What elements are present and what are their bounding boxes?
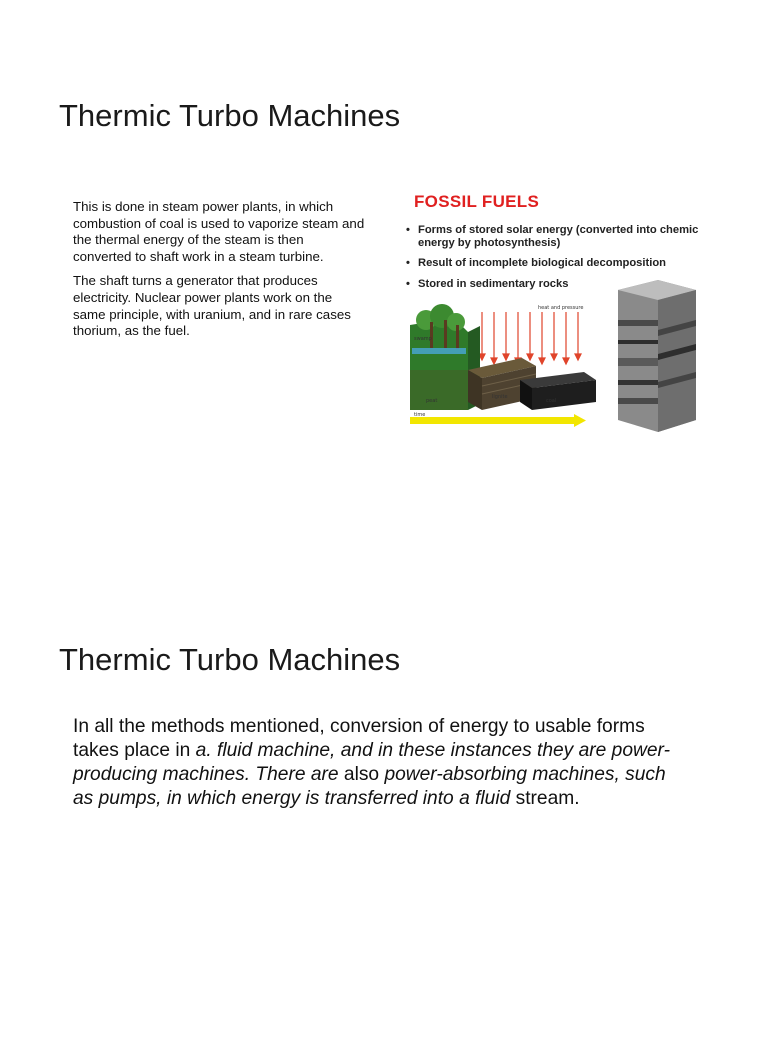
- figure-bullet: • Stored in sedimentary rocks: [406, 278, 720, 291]
- slide-title: Thermic Turbo Machines: [59, 642, 401, 677]
- figure-title: FOSSIL FUELS: [414, 192, 540, 211]
- body-line: as pumps, in which energy is transferred into a fluid stream.: [73, 788, 580, 809]
- slide-2: [0, 530, 768, 1042]
- paragraph-generator: The shaft turns a generator that produces electricity. Nuclear power plants work on the same principle, with uranium, and in rare cases thorium, as the fuel.: [73, 273, 351, 339]
- figure-bullet: • Forms of stored solar energy (converted into chemic energy by photosynthesis): [406, 224, 720, 250]
- label-peat: peat: [426, 398, 438, 404]
- body-line: In all the methods mentioned, conversion of energy to usable forms: [73, 716, 645, 737]
- slide-title: Thermic Turbo Machines: [59, 98, 401, 133]
- body-line: takes place in a. fluid machine, and in these instances they are power-: [73, 740, 670, 761]
- slide-1: [0, 0, 768, 512]
- slide-body-text: [73, 715, 713, 811]
- time-arrow: [410, 414, 586, 427]
- body-line: producing machines. There are also power-absorbing machines, such: [73, 764, 666, 785]
- sedimentary-rock-column: [618, 280, 696, 432]
- paragraph-steam-plants: This is done in steam power plants, in which combustion of coal is used to vaporize steam and the thermal energy of the steam is then converted to shaft work in a steam turbine.: [73, 199, 365, 264]
- label-swamp: swamp: [414, 336, 432, 342]
- figure-bullet-list: [406, 224, 720, 298]
- heat-pressure-arrows: [479, 312, 581, 364]
- fossil-fuels-figure: [396, 170, 720, 440]
- label-lignite: lignite: [492, 394, 508, 400]
- label-heat-pressure: heat and pressure: [538, 305, 584, 311]
- figure-bullet: • Result of incomplete biological decomposition: [406, 257, 720, 270]
- label-coal: coal: [546, 398, 557, 404]
- slide-body-text: [73, 199, 365, 348]
- label-time: time: [414, 412, 426, 418]
